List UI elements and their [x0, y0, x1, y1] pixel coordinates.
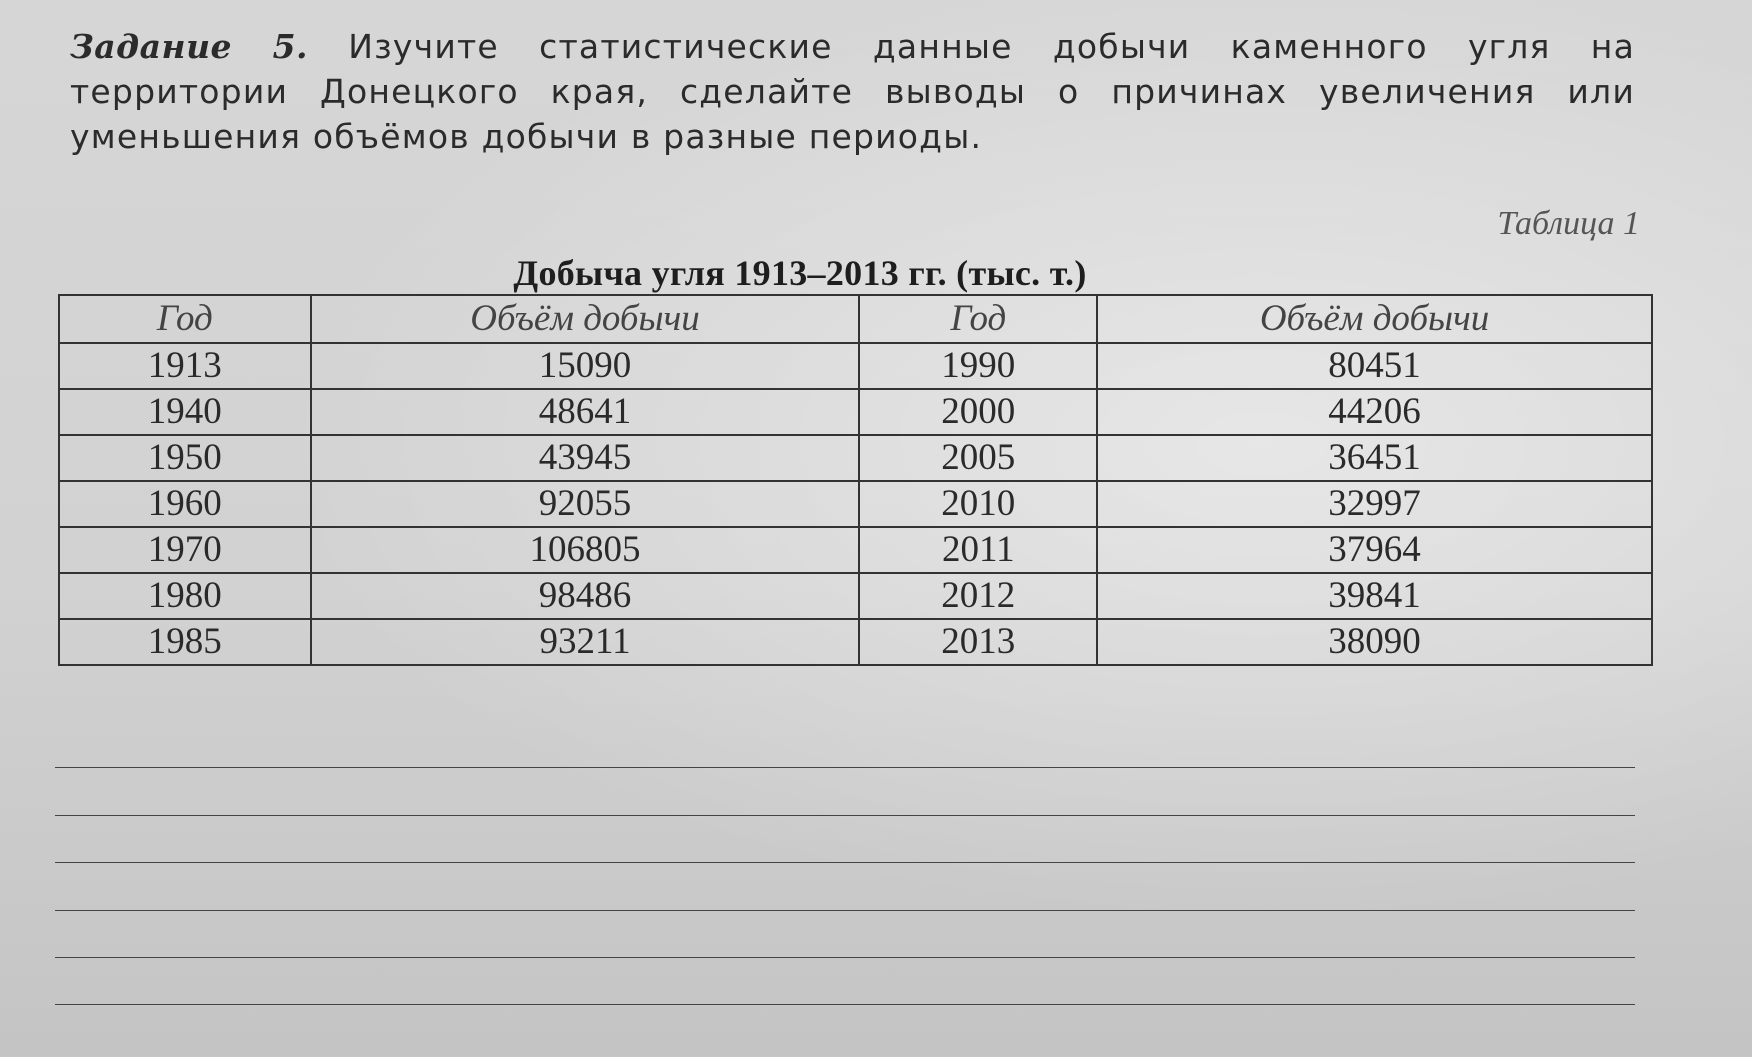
cell-volume: 98486: [311, 573, 860, 619]
cell-volume: 32997: [1097, 481, 1652, 527]
header-volume-1: Объём добычи: [311, 295, 860, 343]
cell-year: 1913: [59, 343, 311, 389]
cell-volume: 15090: [311, 343, 860, 389]
table-row: [59, 573, 1652, 619]
answer-line[interactable]: [55, 862, 1635, 863]
answer-line[interactable]: [55, 815, 1635, 816]
cell-volume: 44206: [1097, 389, 1652, 435]
table-row: [59, 389, 1652, 435]
table-row: [59, 435, 1652, 481]
table-row: [59, 343, 1652, 389]
cell-year: 1950: [59, 435, 311, 481]
cell-volume: 43945: [311, 435, 860, 481]
answer-line[interactable]: [55, 957, 1635, 958]
coal-production-table: [58, 294, 1653, 666]
cell-year: 1940: [59, 389, 311, 435]
cell-year: 2012: [859, 573, 1097, 619]
task-text: Изучите статистические данные добычи каменного угля на территории Донецкого края, сделайте выводы о причинах увеличения или уменьшения объёмов добычи в разные периоды.: [70, 27, 1635, 156]
answer-line[interactable]: [55, 1004, 1635, 1005]
cell-year: 2011: [859, 527, 1097, 573]
cell-year: 1960: [59, 481, 311, 527]
table-header-row: [59, 295, 1652, 343]
cell-volume: 106805: [311, 527, 860, 573]
cell-year: 1980: [59, 573, 311, 619]
table-title: Добыча угля 1913–2013 гг. (тыс. т.): [513, 253, 1087, 293]
cell-volume: 92055: [311, 481, 860, 527]
cell-year: 2005: [859, 435, 1097, 481]
cell-year: 1970: [59, 527, 311, 573]
cell-volume: 39841: [1097, 573, 1652, 619]
header-volume-2: Объём добычи: [1097, 295, 1652, 343]
cell-volume: 93211: [311, 619, 860, 665]
cell-year: 1985: [59, 619, 311, 665]
answer-line[interactable]: [55, 767, 1635, 768]
table-row: [59, 481, 1652, 527]
cell-volume: 80451: [1097, 343, 1652, 389]
answer-line[interactable]: [55, 910, 1635, 911]
cell-volume: 48641: [311, 389, 860, 435]
header-year-2: Год: [859, 295, 1097, 343]
table-caption: Таблица 1: [1497, 205, 1640, 242]
header-year-1: Год: [59, 295, 311, 343]
task-label: Задание 5.: [70, 27, 309, 66]
cell-volume: 37964: [1097, 527, 1652, 573]
cell-year: 2010: [859, 481, 1097, 527]
cell-year: 2013: [859, 619, 1097, 665]
cell-volume: 38090: [1097, 619, 1652, 665]
cell-volume: 36451: [1097, 435, 1652, 481]
table-row: [59, 619, 1652, 665]
task-statement: [70, 24, 1635, 159]
table-row: [59, 527, 1652, 573]
cell-year: 2000: [859, 389, 1097, 435]
cell-year: 1990: [859, 343, 1097, 389]
